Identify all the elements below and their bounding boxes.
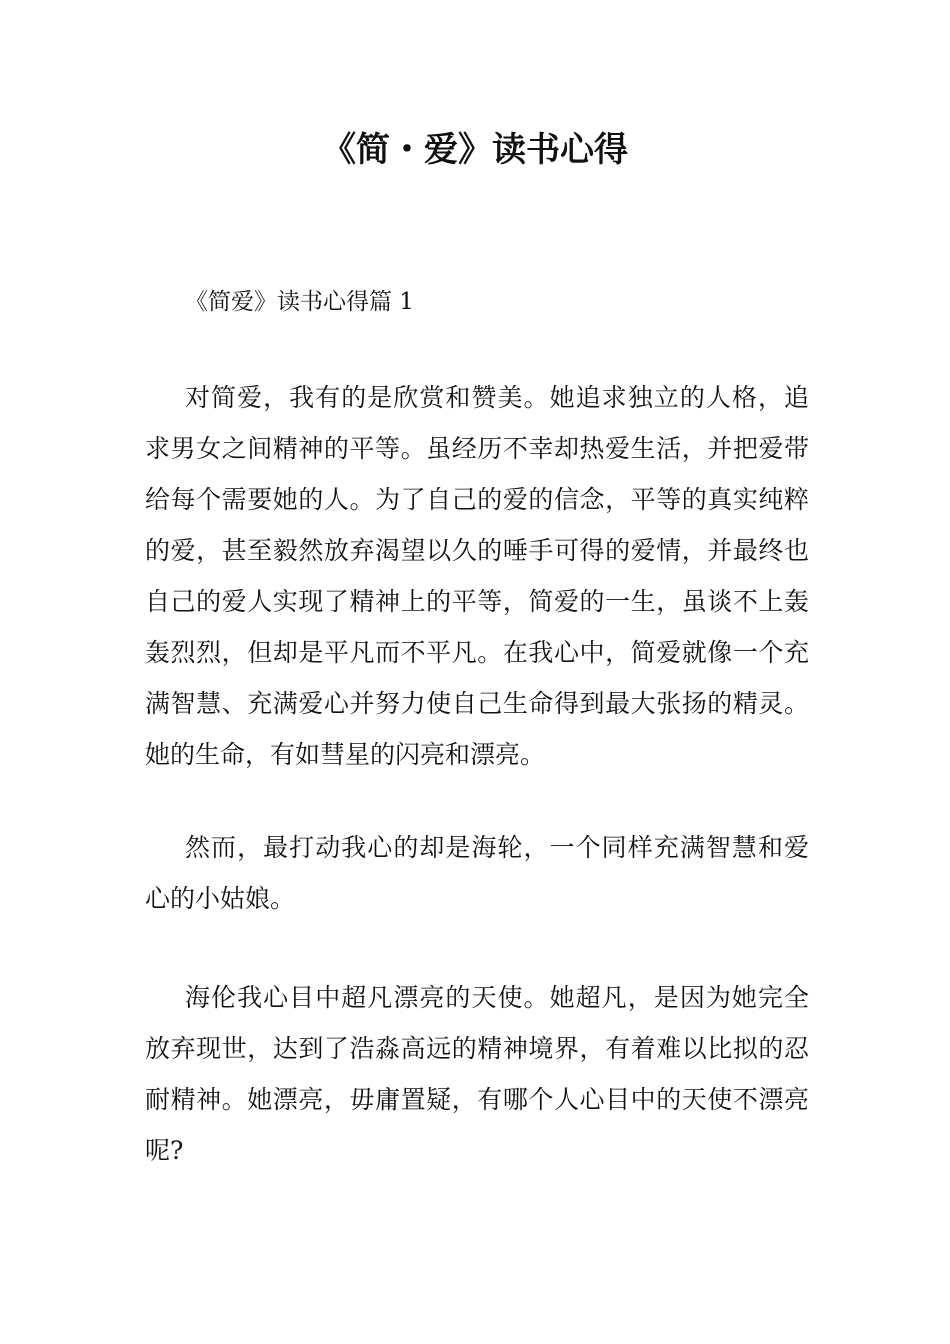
section-heading: 《简爱》读书心得篇 1 <box>185 289 414 315</box>
paragraph-1: 对简爱，我有的是欣赏和赞美。她追求独立的人格，追求男女之间精神的平等。虽经历不幸却热爱生活，并把爱带给每个需要她的人。为了自己的爱的信念，平等的真实纯粹的爱，甚至毅然放弃渴望以久的唾手可得的爱情，并最终也自己的爱人实现了精神上的平等，简爱的一生，虽谈不上轰轰烈烈，但却是平凡而不平凡。在我心中，简爱就像一个充满智慧、充满爱心并努力使自己生命得到最大张扬的精灵。她的生命，有如彗星的闪亮和漂亮。 <box>145 383 809 769</box>
paragraph-2: 然而，最打动我心的却是海轮，一个同样充满智慧和爱心的小姑娘。 <box>145 833 809 913</box>
paragraph-3: 海伦我心目中超凡漂亮的天使。她超凡，是因为她完全放弃现世，达到了浩淼高远的精神境界，有着难以比拟的忍耐精神。她漂亮，毋庸置疑，有哪个人心目中的天使不漂亮呢? <box>145 983 809 1165</box>
document-title: 《简・爱》读书心得 <box>322 130 628 170</box>
